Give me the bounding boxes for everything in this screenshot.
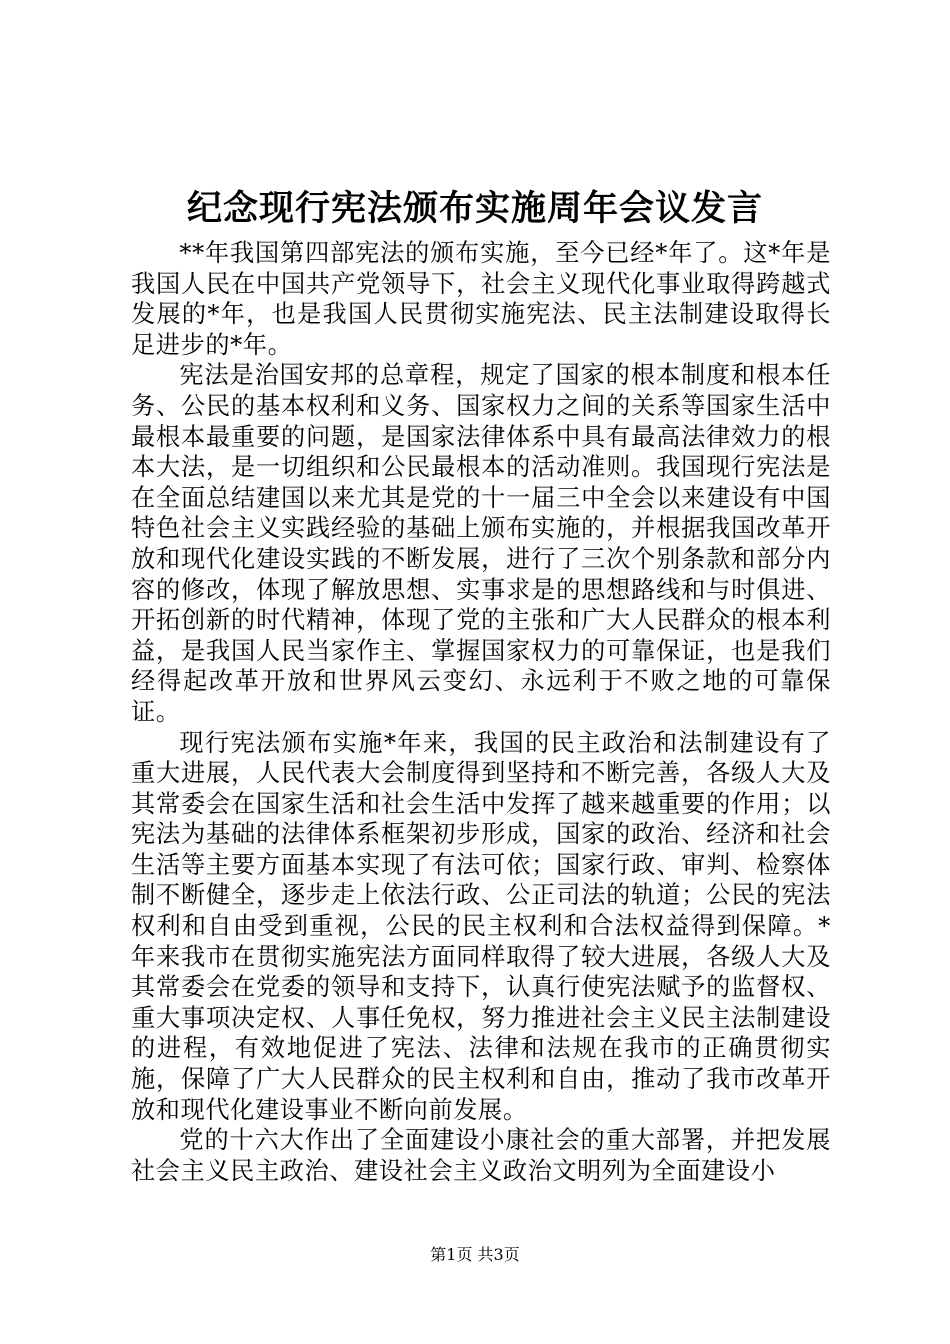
page-number-footer: 第1页 共3页 bbox=[430, 1245, 520, 1264]
document-title: 纪念现行宪法颁布实施周年会议发言 bbox=[186, 188, 763, 229]
paragraph-2: 宪法是治国安邦的总章程，规定了国家的根本制度和根本任务、公民的基本权利和义务、国家权力之间的关系等国家生活中最根本最重要的问题，是国家法律体系中具有最高法律效力的根本大法，是一切组织和公民最根本的活动准则。我国现行宪法是在全面总结建国以来尤其是党的十一届三中全会以来建设有中国特色社会主义实践经验的基础上颁布实施的，并根据我国改革开放和现代化建设实践的不断发展，进行了三次个别条款和部分内容的修改，体现了解放思想、实事求是的思想路线和与时俱进、开拓创新的时代精神，体现了党的主张和广大人民群众的根本利益，是我国人民当家作主、掌握国家权力的可靠保证，也是我们经得起改革开放和世界风云变幻、永远利于不败之地的可靠保证。 bbox=[131, 361, 831, 726]
paragraph-3: 现行宪法颁布实施*年来，我国的民主政治和法制建设有了重大进展，人民代表大会制度得到坚持和不断完善，各级人大及其常委会在国家生活和社会生活中发挥了越来越重要的作用；以宪法为基础的法律体系框架初步形成，国家的政治、经济和社会生活等主要方面基本实现了有法可依；国家行政、审判、检察体制不断健全，逐步走上依法行政、公正司法的轨道；公民的宪法权利和自由受到重视，公民的民主权利和合法权益得到保障。*年来我市在贯彻实施宪法方面同样取得了较大进展，各级人大及其常委会在党委的领导和支持下，认真行使宪法赋予的监督权、重大事项决定权、人事任免权，努力推进社会主义民主法制建设的进程，有效地促进了宪法、法律和法规在我市的正确贯彻实施，保障了广大人民群众的民主权利和自由，推动了我市改革开放和现代化建设事业不断向前发展。 bbox=[131, 728, 831, 1124]
document-body bbox=[131, 238, 831, 1186]
paragraph-1: **年我国第四部宪法的颁布实施，至今已经*年了。这*年是我国人民在中国共产党领导下，社会主义现代化事业取得跨越式发展的*年，也是我国人民贯彻实施宪法、民主法制建设取得长足进步的*年。 bbox=[131, 239, 831, 359]
paragraph-4: 党的十六大作出了全面建设小康社会的重大部署，并把发展社会主义民主政治、建设社会主义政治文明列为全面建设小 bbox=[131, 1126, 831, 1185]
